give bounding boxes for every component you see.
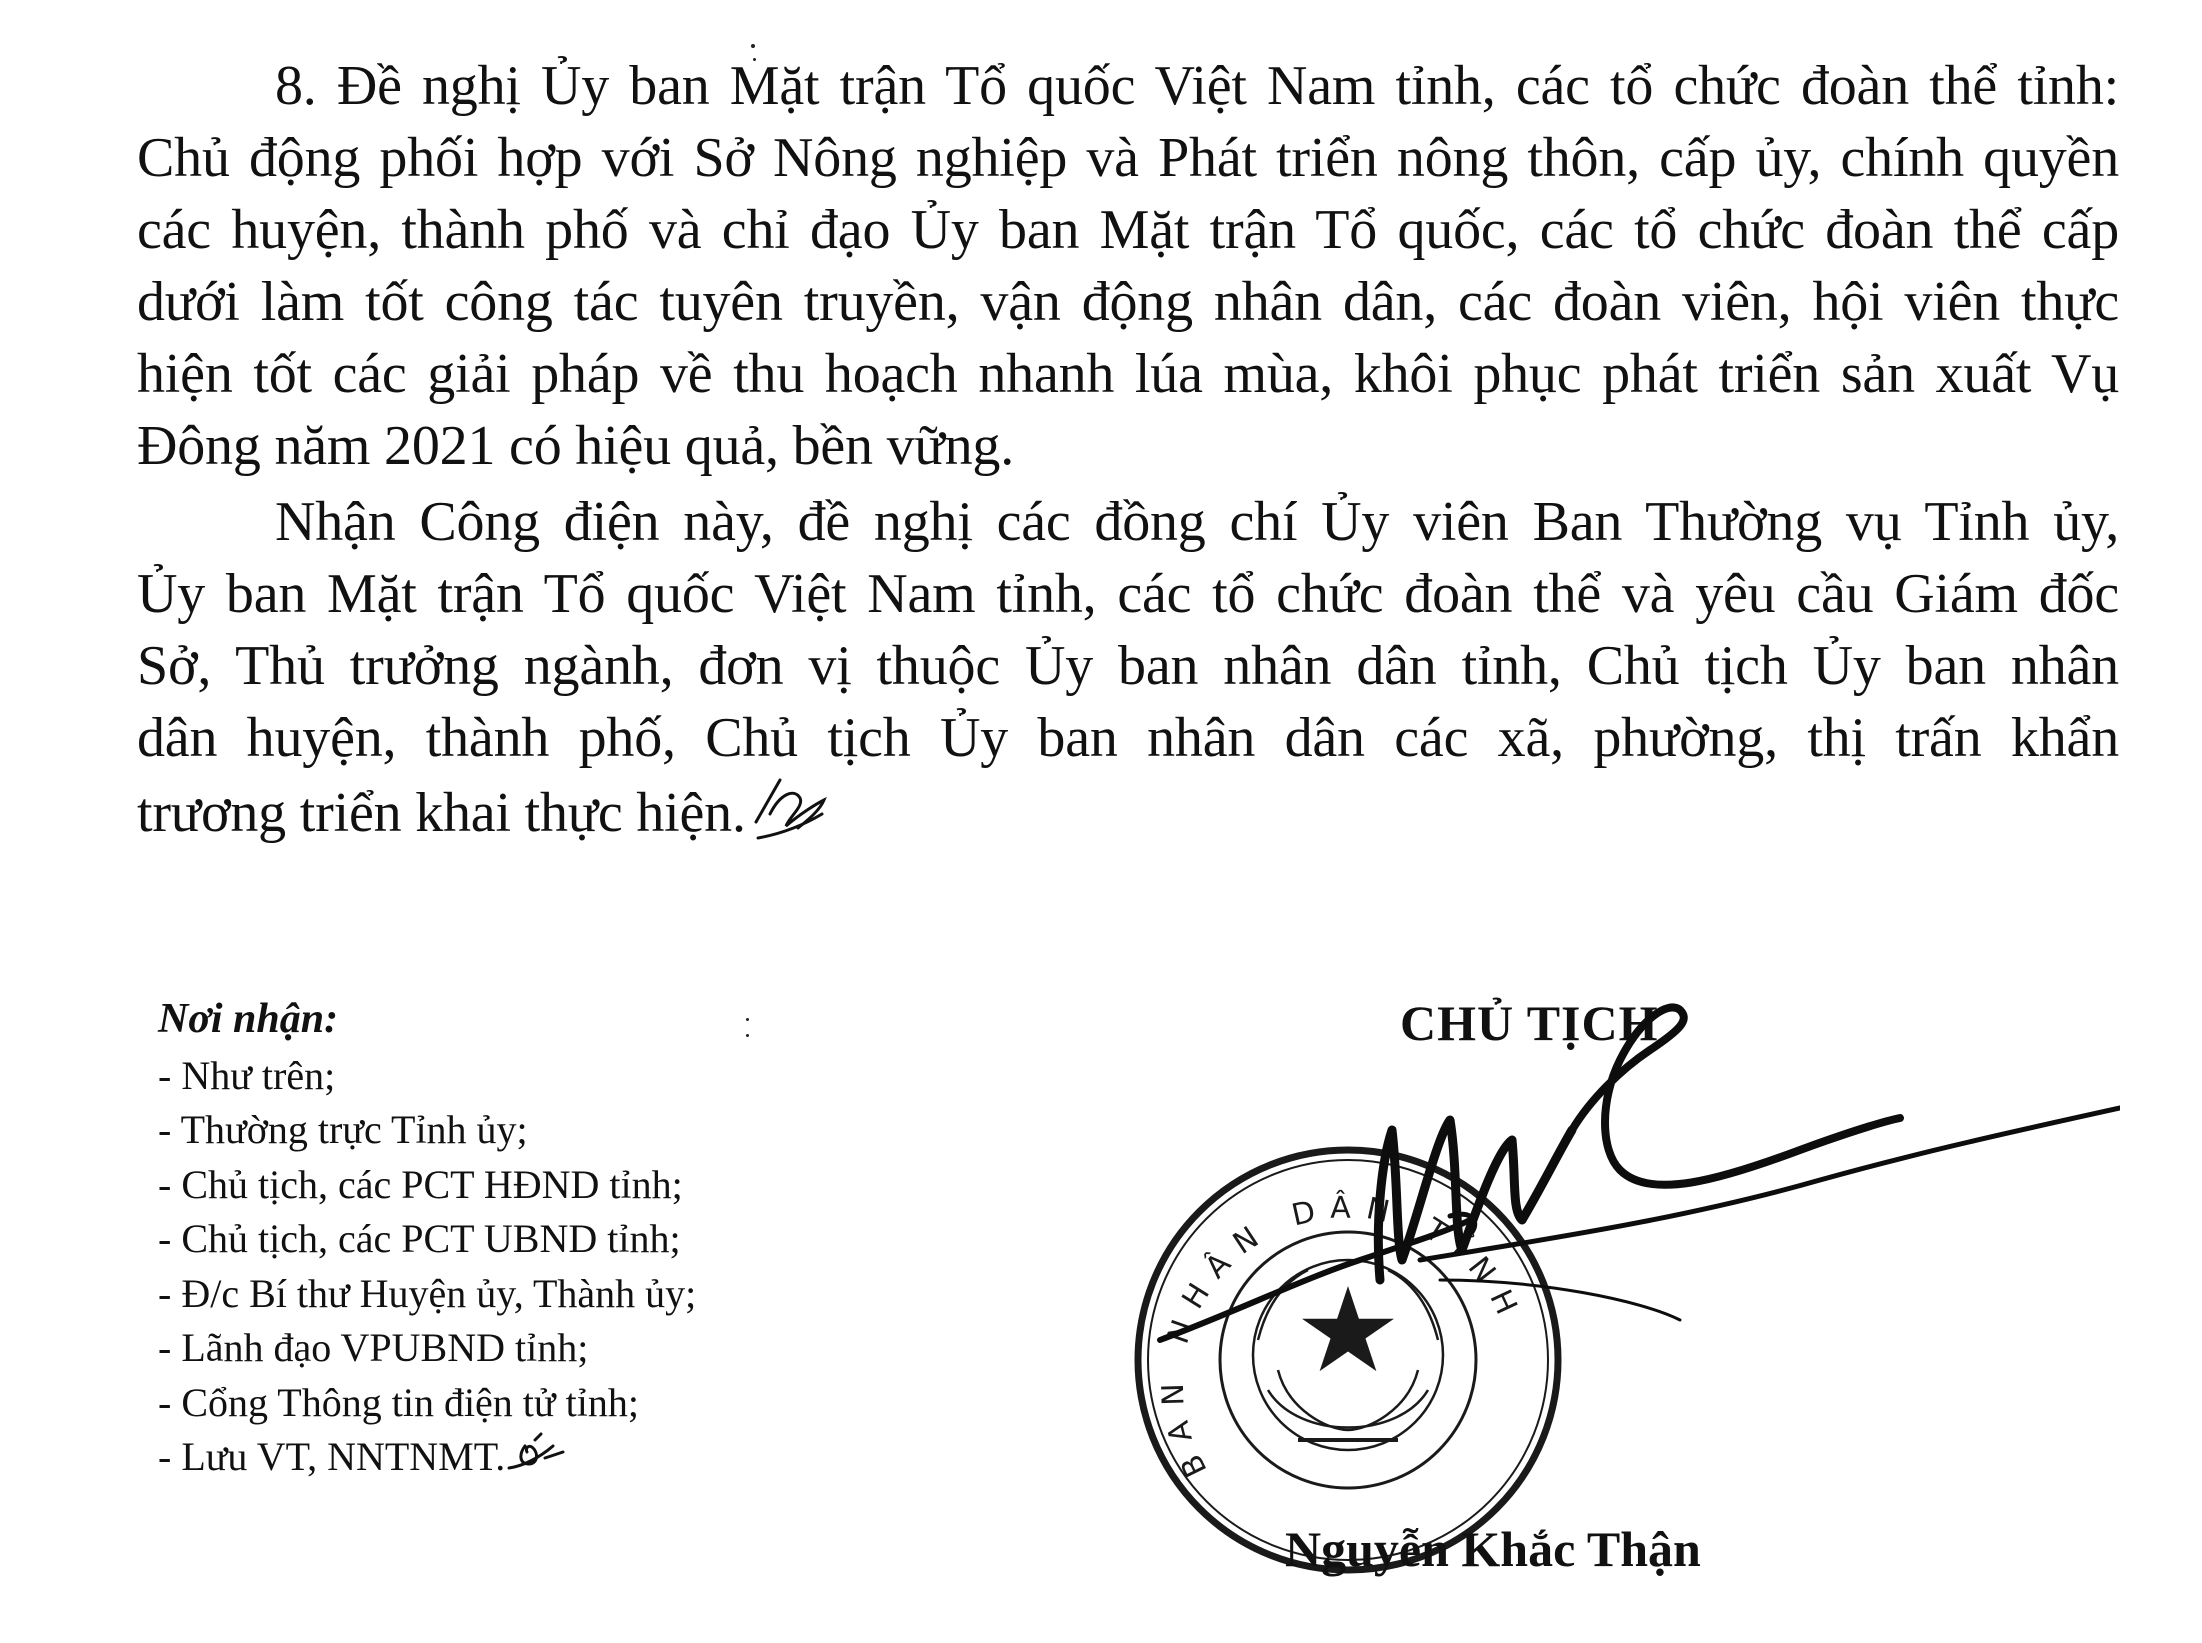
- signer-name: Nguyễn Khắc Thận: [1285, 1521, 1701, 1577]
- body-line: 8. Đề nghị Ủy ban Mặt trận Tổ quốc Việt Nam tỉnh, các tổ chức đoàn thể tỉnh:: [275, 55, 2119, 117]
- recipient-item: - Chủ tịch, các PCT HĐND tỉnh;: [158, 1161, 683, 1207]
- signer-title: CHỦ TỊCH: [1400, 995, 1659, 1051]
- recipient-item: - Lãnh đạo VPUBND tỉnh;: [158, 1325, 589, 1370]
- paragraph-closing: [137, 486, 2119, 846]
- body-line-text: trương triển khai thực hiện.: [137, 781, 746, 844]
- recipients-block: [158, 992, 696, 1490]
- body-line: hiện tốt các giải pháp về thu hoạch nhanh lúa mùa, khôi phục phát triển sản xuất Vụ: [137, 343, 2119, 405]
- document-body: [137, 50, 2119, 850]
- scan-speck: [746, 1018, 749, 1021]
- body-line: Sở, Thủ trưởng ngành, đơn vị thuộc Ủy ban nhân dân tỉnh, Chủ tịch Ủy ban nhân: [137, 635, 2119, 697]
- recipient-item: - Như trên;: [158, 1052, 336, 1098]
- body-line: các huyện, thành phố và chỉ đạo Ủy ban Mặt trận Tổ quốc, các tổ chức đoàn thể cấp: [137, 199, 2119, 261]
- recipient-item: - Cổng Thông tin điện tử tỉnh;: [158, 1379, 639, 1425]
- recipient-item-last: [158, 1430, 696, 1490]
- official-seal: [1128, 1140, 1568, 1580]
- recipient-item: - Thường trực Tỉnh ủy;: [158, 1107, 528, 1152]
- body-line: Đông năm 2021 có hiệu quả, bền vững.: [137, 415, 1014, 477]
- body-line: dân huyện, thành phố, Chủ tịch Ủy ban nhân dân các xã, phường, thị trấn khẩn: [137, 707, 2119, 769]
- body-line-final: [137, 774, 2119, 846]
- body-line: Chủ động phối hợp với Sở Nông nghiệp và Phát triển nông thôn, cấp ủy, chính quyền: [137, 127, 2119, 189]
- recipient-item: - Chủ tịch, các PCT UBND tỉnh;: [158, 1216, 681, 1261]
- body-line: Ủy ban Mặt trận Tổ quốc Việt Nam tỉnh, các tổ chức đoàn thể và yêu cầu Giám đốc: [137, 563, 2119, 625]
- initial-mark-icon: [505, 1432, 569, 1491]
- scan-speck: [751, 44, 755, 48]
- initial-mark-icon: [750, 774, 840, 862]
- paragraph-8: [137, 50, 2119, 482]
- signature-block: [1120, 980, 2120, 1620]
- body-line: dưới làm tốt công tác tuyên truyền, vận động nhân dân, các đoàn viên, hội viên thực: [137, 271, 2119, 333]
- seal-text: BAN NHÂN DÂN TỈNH: [1155, 1190, 1530, 1483]
- recipient-item-text: - Lưu VT, NNTNMT.: [158, 1434, 506, 1479]
- recipients-heading: Nơi nhận:: [158, 996, 339, 1042]
- recipient-item: - Đ/c Bí thư Huyện ủy, Thành ủy;: [158, 1270, 697, 1316]
- scan-speck: [746, 1034, 749, 1037]
- body-line: Nhận Công điện này, đề nghị các đồng chí Ủy viên Ban Thường vụ Tỉnh ủy,: [275, 491, 2119, 553]
- emblem-icon: [1253, 1260, 1443, 1450]
